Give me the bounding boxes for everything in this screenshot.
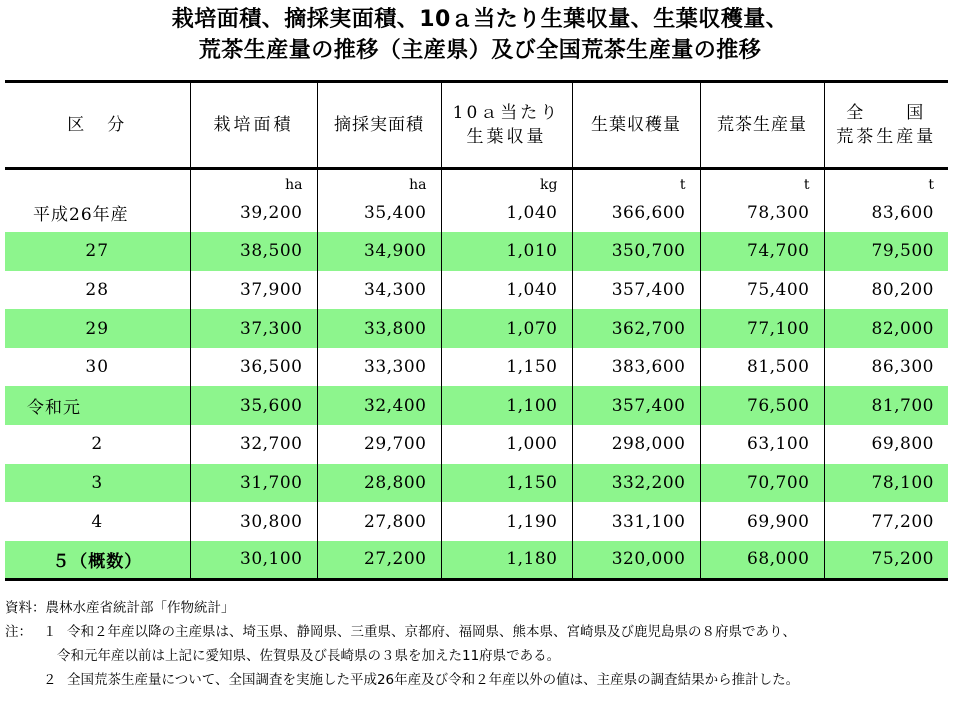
value-cell: 76,500 [700, 386, 824, 425]
value-cell: 33,300 [317, 348, 441, 387]
header-label: 摘採実面積 [334, 115, 424, 135]
value-cell: 27,800 [317, 502, 441, 541]
header-crude-tea-production [700, 82, 824, 169]
header-national-crude-tea-production [824, 82, 948, 169]
unit-cell: kg [441, 169, 572, 194]
year-cell: 平成26年産 [33, 205, 129, 226]
header-label: 区 分 [67, 115, 128, 135]
value-cell: 70,700 [700, 464, 824, 503]
value-cell: 30,800 [190, 502, 317, 541]
note1-number: １ [43, 624, 57, 640]
value-cell: 33,800 [317, 309, 441, 348]
year-cell: 27 [5, 232, 190, 271]
unit-cell [5, 169, 190, 194]
value-cell: 29,700 [317, 425, 441, 464]
year-cell: ５（概数） [5, 541, 190, 580]
notes-section [5, 596, 955, 692]
unit-cell: ha [317, 169, 441, 194]
header-category [5, 82, 190, 169]
year-cell: 2 [91, 434, 104, 455]
value-cell: 383,600 [572, 348, 700, 387]
data-table-container [5, 80, 948, 586]
value-cell: 75,200 [824, 541, 948, 580]
value-cell: 34,300 [317, 271, 441, 310]
note1-text-cont: 令和元年産以前は上記に愛知県、佐賀県及び長崎県の３県を加えた11府県である。 [57, 648, 561, 664]
value-cell: 39,200 [190, 194, 317, 233]
value-cell: 320,000 [572, 541, 700, 580]
source-line [5, 596, 955, 620]
value-cell: 81,700 [824, 386, 948, 425]
header-label-sub: 生葉収量 [466, 127, 547, 147]
header-fresh-leaf-harvest [572, 82, 700, 169]
tea-production-table [5, 80, 948, 581]
value-cell: 36,500 [190, 348, 317, 387]
source-text: 資料：農林水産省統計部「作物統計」 [5, 600, 235, 616]
header-label: 荒茶生産量 [717, 115, 807, 135]
value-cell: 31,700 [190, 464, 317, 503]
note2-number: ２ [43, 672, 57, 688]
value-cell: 1,100 [441, 386, 572, 425]
value-cell: 366,600 [572, 194, 700, 233]
value-cell: 30,100 [190, 541, 317, 580]
value-cell: 81,500 [700, 348, 824, 387]
value-cell: 78,300 [700, 194, 824, 233]
table-row [5, 232, 948, 271]
value-cell: 79,500 [824, 232, 948, 271]
value-cell: 1,040 [441, 271, 572, 310]
value-cell: 74,700 [700, 232, 824, 271]
header-label: 全 国 [846, 103, 927, 123]
value-cell: 1,150 [441, 464, 572, 503]
value-cell: 357,400 [572, 386, 700, 425]
value-cell: 362,700 [572, 309, 700, 348]
value-cell: 1,180 [441, 541, 572, 580]
table-row [5, 271, 948, 310]
header-label-sub: 荒茶生産量 [836, 127, 937, 147]
header-label: 10ａ当たり [452, 103, 561, 123]
unit-row [5, 169, 948, 194]
value-cell: 77,100 [700, 309, 824, 348]
unit-cell: t [824, 169, 948, 194]
value-cell: 37,300 [190, 309, 317, 348]
table-row [5, 425, 948, 464]
value-cell: 37,900 [190, 271, 317, 310]
value-cell: 34,900 [317, 232, 441, 271]
value-cell: 1,150 [441, 348, 572, 387]
value-cell: 1,190 [441, 502, 572, 541]
note-label: 注： [5, 624, 32, 640]
unit-cell: ha [190, 169, 317, 194]
table-row [5, 541, 948, 580]
value-cell: 350,700 [572, 232, 700, 271]
year-cell: 3 [5, 464, 190, 503]
header-label: 栽培面積 [213, 115, 294, 135]
value-cell: 78,100 [824, 464, 948, 503]
value-cell: 77,200 [824, 502, 948, 541]
value-cell: 82,000 [824, 309, 948, 348]
table-header-row [5, 82, 948, 169]
table-row [5, 309, 948, 348]
value-cell: 357,400 [572, 271, 700, 310]
note1-line2 [5, 644, 955, 668]
header-cultivated-area [190, 82, 317, 169]
value-cell: 38,500 [190, 232, 317, 271]
value-cell: 83,600 [824, 194, 948, 233]
value-cell: 86,300 [824, 348, 948, 387]
value-cell: 1,000 [441, 425, 572, 464]
note1-text: 令和２年産以降の主産県は、埼玉県、静岡県、三重県、京都府、福岡県、熊本県、宮崎県及び鹿児島県の８府県であり、 [67, 624, 796, 640]
value-cell: 27,200 [317, 541, 441, 580]
value-cell: 331,100 [572, 502, 700, 541]
page-title-line1: 栽培面積、摘採実面積、10ａ当たり生葉収量、生葉収穫量、 [171, 7, 789, 32]
table-row [5, 386, 948, 425]
value-cell: 35,600 [190, 386, 317, 425]
table-row [5, 194, 948, 233]
table-row [5, 502, 948, 541]
value-cell: 63,100 [700, 425, 824, 464]
value-cell: 80,200 [824, 271, 948, 310]
value-cell: 68,000 [700, 541, 824, 580]
year-cell: 令和元 [5, 386, 190, 425]
value-cell: 35,400 [317, 194, 441, 233]
page-title-line2: 荒茶生産量の推移（主産県）及び全国荒茶生産量の推移 [198, 38, 762, 63]
value-cell: 32,400 [317, 386, 441, 425]
header-plucked-area [317, 82, 441, 169]
unit-cell: t [572, 169, 700, 194]
value-cell: 1,070 [441, 309, 572, 348]
value-cell: 1,010 [441, 232, 572, 271]
value-cell: 28,800 [317, 464, 441, 503]
value-cell: 32,700 [190, 425, 317, 464]
value-cell: 298,000 [572, 425, 700, 464]
value-cell: 69,900 [700, 502, 824, 541]
year-cell: 30 [85, 357, 110, 378]
year-cell: 29 [5, 309, 190, 348]
value-cell: 1,040 [441, 194, 572, 233]
note2-line [5, 668, 955, 692]
table-row [5, 348, 948, 387]
value-cell: 69,800 [824, 425, 948, 464]
table-row [5, 464, 948, 503]
value-cell: 75,400 [700, 271, 824, 310]
header-label: 生葉収穫量 [591, 115, 681, 135]
unit-cell: t [700, 169, 824, 194]
value-cell: 332,200 [572, 464, 700, 503]
year-cell: 28 [85, 279, 110, 300]
header-yield-per-10a [441, 82, 572, 169]
note2-text: 全国荒茶生産量について、全国調査を実施した平成26年産及び令和２年産以外の値は、主産県の調査結果から推計した。 [67, 672, 800, 688]
note1-line1 [5, 620, 955, 644]
year-cell: 4 [91, 511, 104, 532]
